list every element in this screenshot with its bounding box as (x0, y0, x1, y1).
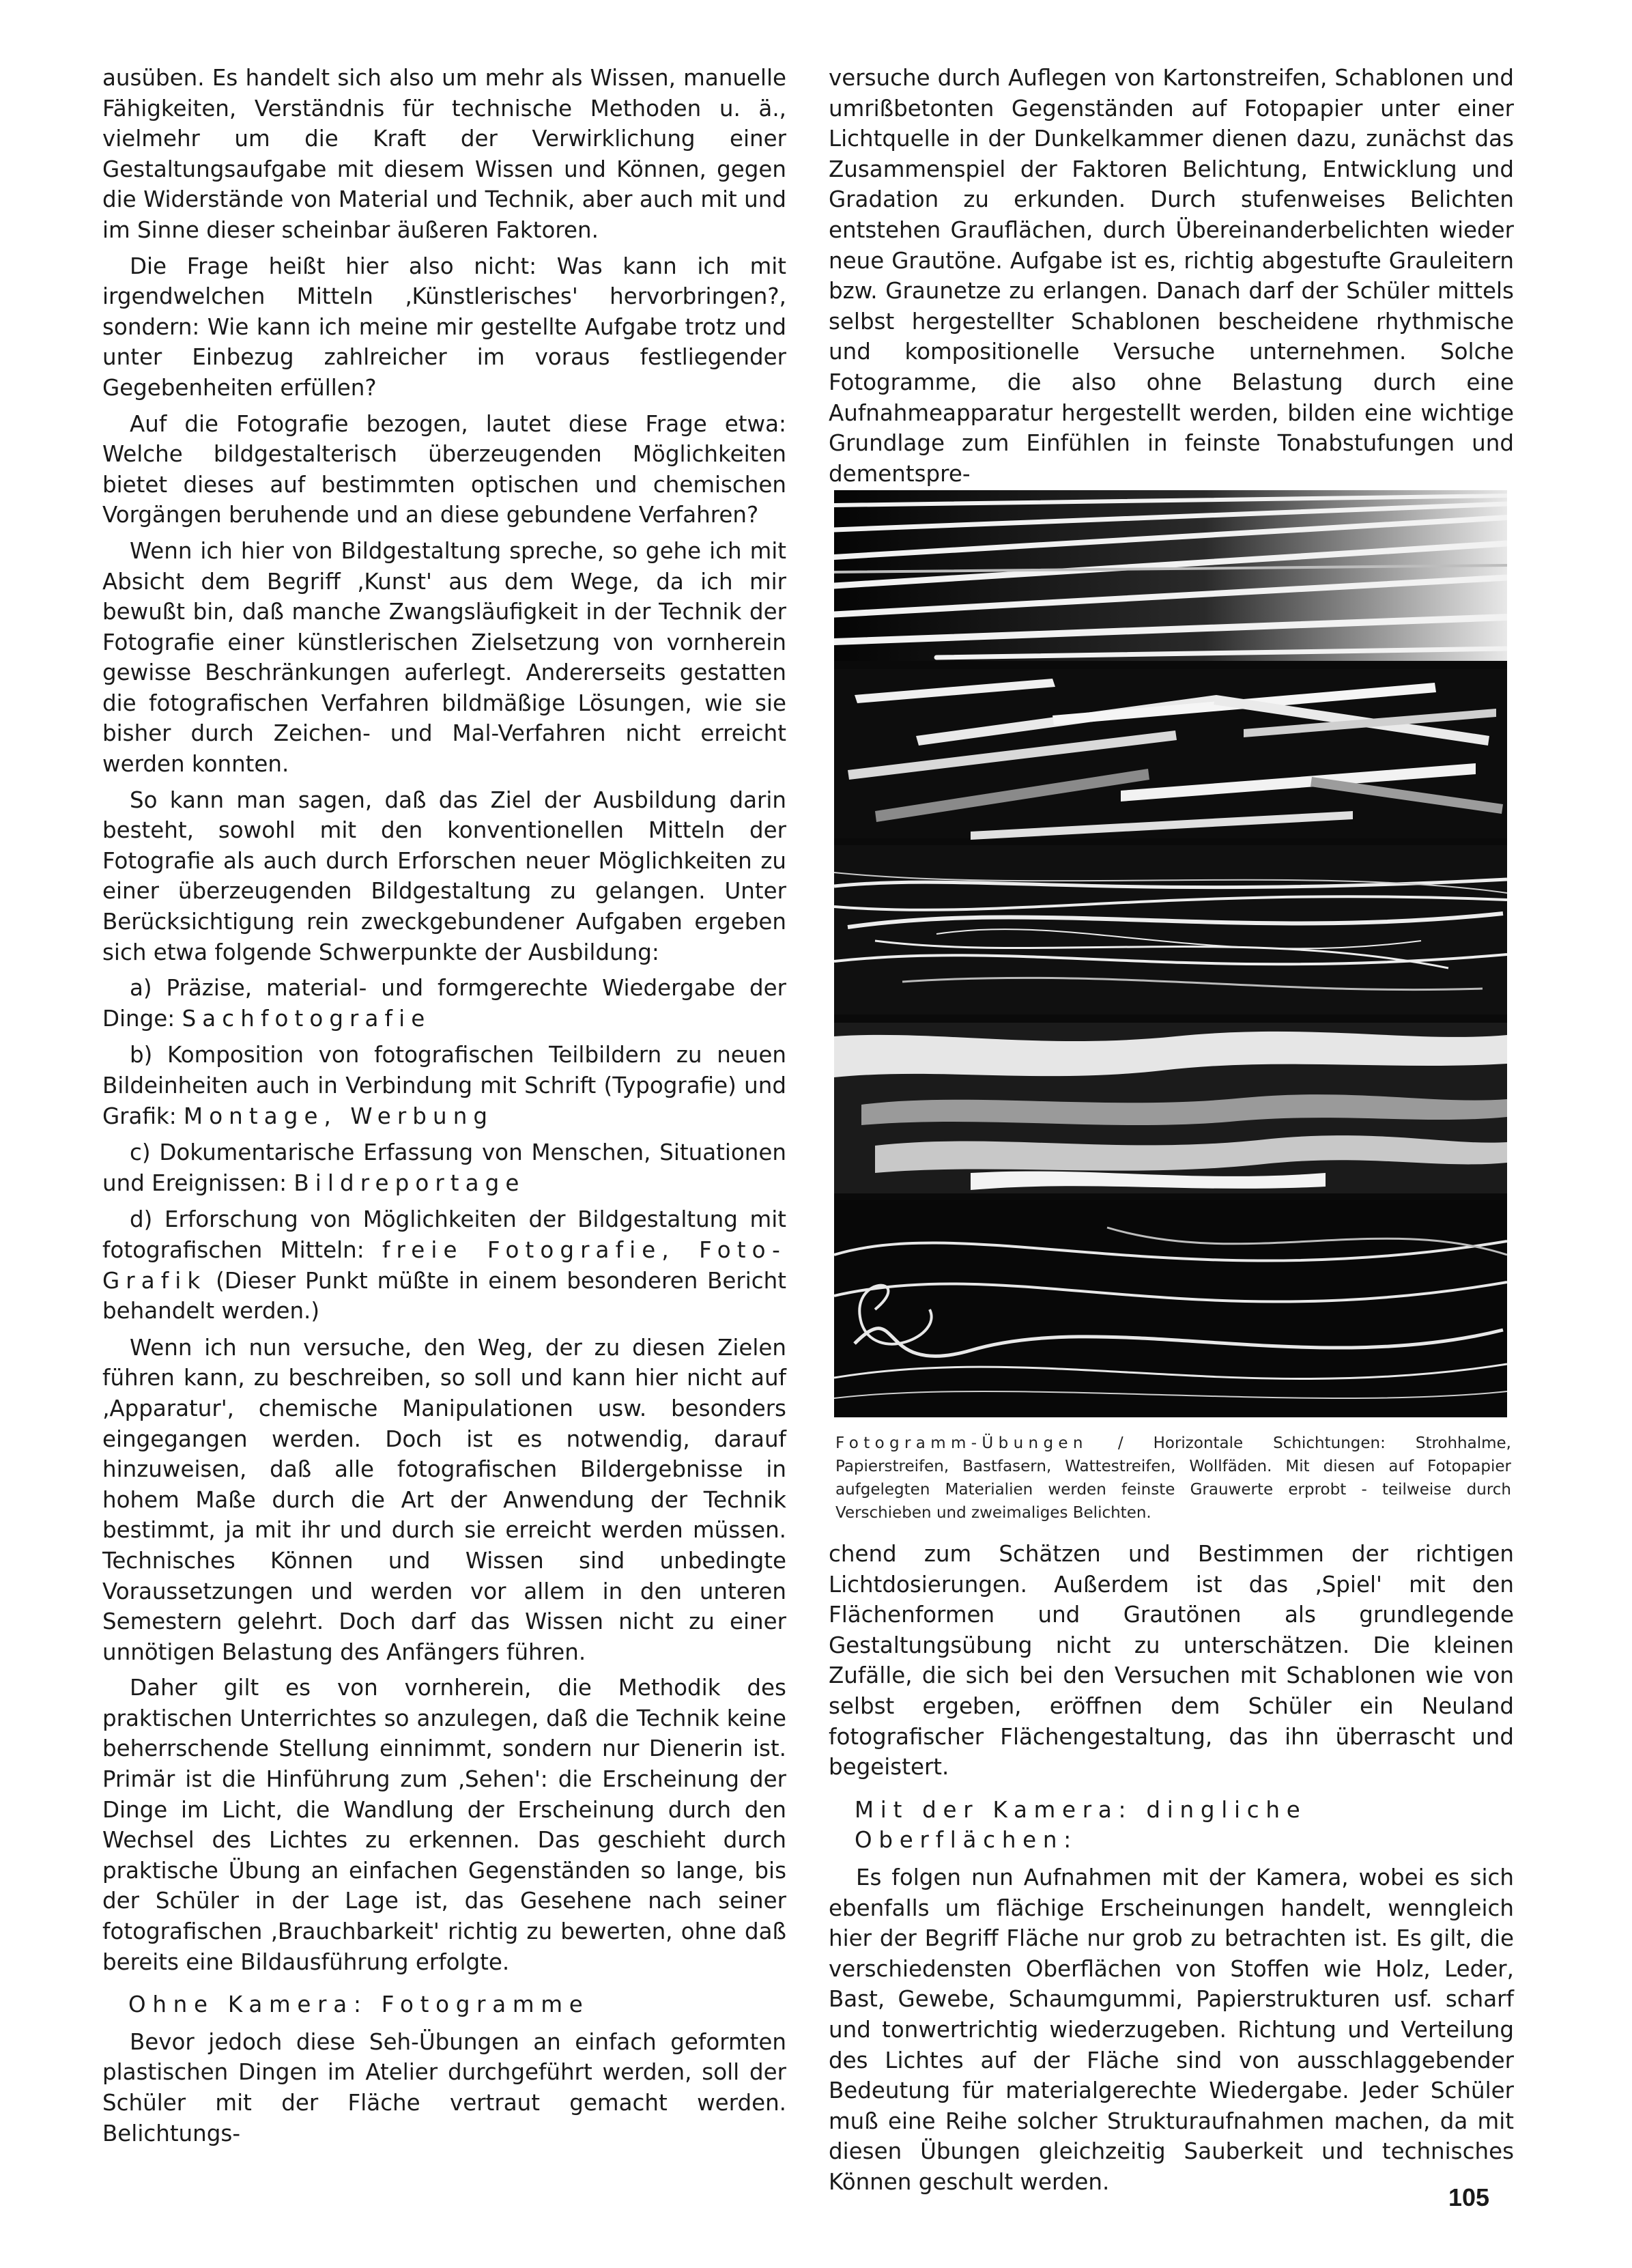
page-number: 105 (1448, 2183, 1490, 2211)
left-column (102, 63, 786, 2154)
section-heading: Mit der Kamera: dingliche Oberflächen: (855, 1796, 1307, 1854)
section-heading: Ohne Kamera: Fotogramme (128, 1991, 590, 2018)
fotogramm-photo (834, 490, 1507, 1417)
list-term: Montage, Werbung (184, 1103, 494, 1129)
paragraph: Wenn ich nun versuche, den Weg, der zu diesen Zielen führen kann, zu beschreiben, so soll und kann hier nicht auf ‚Apparatur', chemische Manipulationen usw. besonders eingegangen werden. Doch ist es notwendig, darauf hinzuweisen, daß alle fotografischen Bildergebnisse in hohem Maße durch die Art der Anwendung der Technik bestimmt, ja mit ihr und durch sie erreicht werden müssen. Technisches Können und Wissen sind unbedingte Voraussetzungen und werden vor allem in den unteren Semestern gelehrt. Doch darf das Wissen nicht zu einer unnötigen Belastung des Anfängers führen. (102, 1334, 786, 1665)
paragraph: Bevor jedoch diese Seh-Übungen an einfach geformten plastischen Dingen im Atelier durchgeführt werden, soll der Schüler mit der Fläche vertraut gemacht werden. Belichtungs- (102, 2028, 786, 2146)
band-wool (834, 1200, 1507, 1417)
paragraph: versuche durch Auflegen von Kartonstreifen, Schablonen und umrißbetonten Gegenständen auf Fotopapier unter einer Lichtquelle in der Dunkelkammer dienen dazu, zunächst das Zusammenspiel der Faktoren Belichtung, Entwicklung und Gradation zu erkunden. Durch stufenweises Belichten entstehen Grauflächen, durch Übereinanderbelichten wieder neue Grautöne. Aufgabe ist es, richtig abgestufte Grauleitern bzw. Graunetze zu erlangen. Danach darf der Schüler mittels selbst hergestellter Schablonen bescheidene rhythmische und kompositionelle Versuche unternehmen. Solche Fotogramme, die also ohne Belastung durch eine Aufnahmeapparatur hergestellt werden, bilden eine wichtige Grundlage zum Einfühlen in feinste Tonabstufungen und dementspre- (829, 65, 1514, 487)
list-item-c: c) Dokumentarische Erfassung von Menschen, Situationen und Ereignissen: Bildreportage (102, 1139, 786, 1196)
list-item-b: b) Komposition von fotografischen Teilbildern zu neuen Bildeinheiten auch in Verbindung mit Schrift (Typografie) und Grafik: Montage, Werbung (102, 1042, 786, 1129)
figure-caption (835, 1432, 1511, 1525)
paragraph: ausüben. Es handelt sich also um mehr als Wissen, manuelle Fähigkeiten, Verständnis für technische Methoden u. ä., vielmehr um die Kraft der Verwirklichung einer Gestaltungsaufgabe mit diesem Wissen und Können, gegen die Widerstände von Material und Technik, aber auch mit und im Sinne dieser scheinbar äußeren Faktoren. (102, 65, 786, 243)
paragraph: Es folgen nun Aufnahmen mit der Kamera, wobei es sich ebenfalls um flächige Erscheinungen handelt, wenngleich hier der Begriff Fläche nur grob zu betrachten ist. Es gilt, die verschiedensten Oberflächen von Stoffen wie Holz, Leder, Bast, Gewebe, Schaumgummi, Papierstrukturen usf. scharf und tonwertrichtig wiederzugeben. Richtung und Verteilung des Lichtes auf der Fläche sind von ausschlaggebender Bedeutung für materialgerechte Wiedergabe. Jeder Schüler muß eine Reihe solcher Strukturaufnahmen machen, da mit diesen Übungen gleichzeitig Sauberkeit und technisches Können geschult werden. (829, 1864, 1514, 2195)
paragraph: Die Frage heißt hier also nicht: Was kann ich mit irgendwelchen Mitteln ‚Künstlerisches' hervorbringen?, sondern: Wie kann ich meine mir gestellte Aufgabe trotz und unter Einbezug zahlreicher im voraus festliegender Gegebenheiten erfüllen? (102, 253, 786, 401)
paragraph: chend zum Schätzen und Bestimmen der richtigen Lichtdosierungen. Außerdem ist das ‚Spiel' mit den Flächenformen und Grautönen als grundlegende Gestaltungsübung nicht zu unterschätzen. Die kleinen Zufälle, die sich bei den Versuchen mit Schablonen wie von selbst ergeben, eröffnen dem Schüler ein Neuland fotografischer Flächengestaltung, das ihn überrascht und begeistert. (829, 1541, 1514, 1781)
caption-term: Fotogramm-Übungen (835, 1434, 1088, 1452)
paragraph: Auf die Fotografie bezogen, lautet diese Frage etwa: Welche bildgestalterisch überzeugenden Möglichkeiten bietet dieses auf bestimmten optischen und chemischen Vorgängen beruhende und an diese gebundene Verfahren? (102, 410, 786, 528)
right-column-top (829, 63, 1514, 494)
right-column-bottom (829, 1539, 1514, 2202)
caption-text: / Horizontale Schichtungen: Strohhalme, Papierstreifen, Bastfasern, Wattestreifen, Wollfäden. Mit diesen auf Fotopapier aufgelegten Materialien werden feinste Grauwerte erprobt - teilweise durch Verschieben und zweimaliges Belichten. (835, 1434, 1511, 1522)
list-item-d: d) Erforschung von Möglichkeiten der Bildgestaltung mit fotografischen Mitteln: freie Fotografie, Foto-Grafik (Dieser Punkt müßte in einem besonderen Bericht behandelt werden.) (102, 1206, 786, 1324)
paragraph: Daher gilt es von vornherein, die Methodik des praktischen Unterrichtes so anzulegen, daß die Technik keine beherrschende Stellung einnimmt, sondern nur Dienerin ist. Primär ist die Hinführung zum ‚Sehen': die Erscheinung der Dinge im Licht, die Wandlung der Erscheinung durch den Wechsel des Lichtes zu erkennen. Das geschieht durch praktische Übung an einfachen Gegenständen so lange, bis der Schüler in der Lage ist, das Gesehene nach seiner fotografischen ‚Brauchbarkeit' richtig zu bewerten, ohne daß bereits eine Bildausführung erfolgte. (102, 1675, 786, 1975)
list-item-a: a) Präzise, material- und formgerechte Wiedergabe der Dinge: Sachfotografie (102, 975, 786, 1032)
paragraph: So kann man sagen, daß das Ziel der Ausbildung darin besteht, sowohl mit den konventionellen Mitteln der Fotografie als auch durch Erforschen neuer Möglichkeiten zu einer überzeugenden Bildgestaltung zu gelangen. Unter Berücksichtigung rein zweckgebundener Aufgaben ergeben sich etwa folgende Schwerpunkte der Ausbildung: (102, 786, 786, 965)
fotogramm-image (834, 490, 1507, 1417)
paragraph: Wenn ich hier von Bildgestaltung spreche, so gehe ich mit Absicht dem Begriff ‚Kunst' aus dem Wege, da ich mir bewußt bin, daß manche Zwangsläufigkeit in der Technik der Fotografie einer künstlerischen Zielsetzung von vornherein gewisse Beschränkungen auferlegt. Andererseits gestatten die fotografischen Verfahren bildmäßige Lösungen, wie sie bisher durch Zeichen- und Mal-Verfahren nicht erreicht werden konnten. (102, 537, 786, 778)
list-term: Sachfotografie (182, 1005, 431, 1032)
list-term: freie Fotografie, Foto-Grafik (102, 1236, 786, 1294)
list-term: Bildreportage (294, 1170, 526, 1196)
